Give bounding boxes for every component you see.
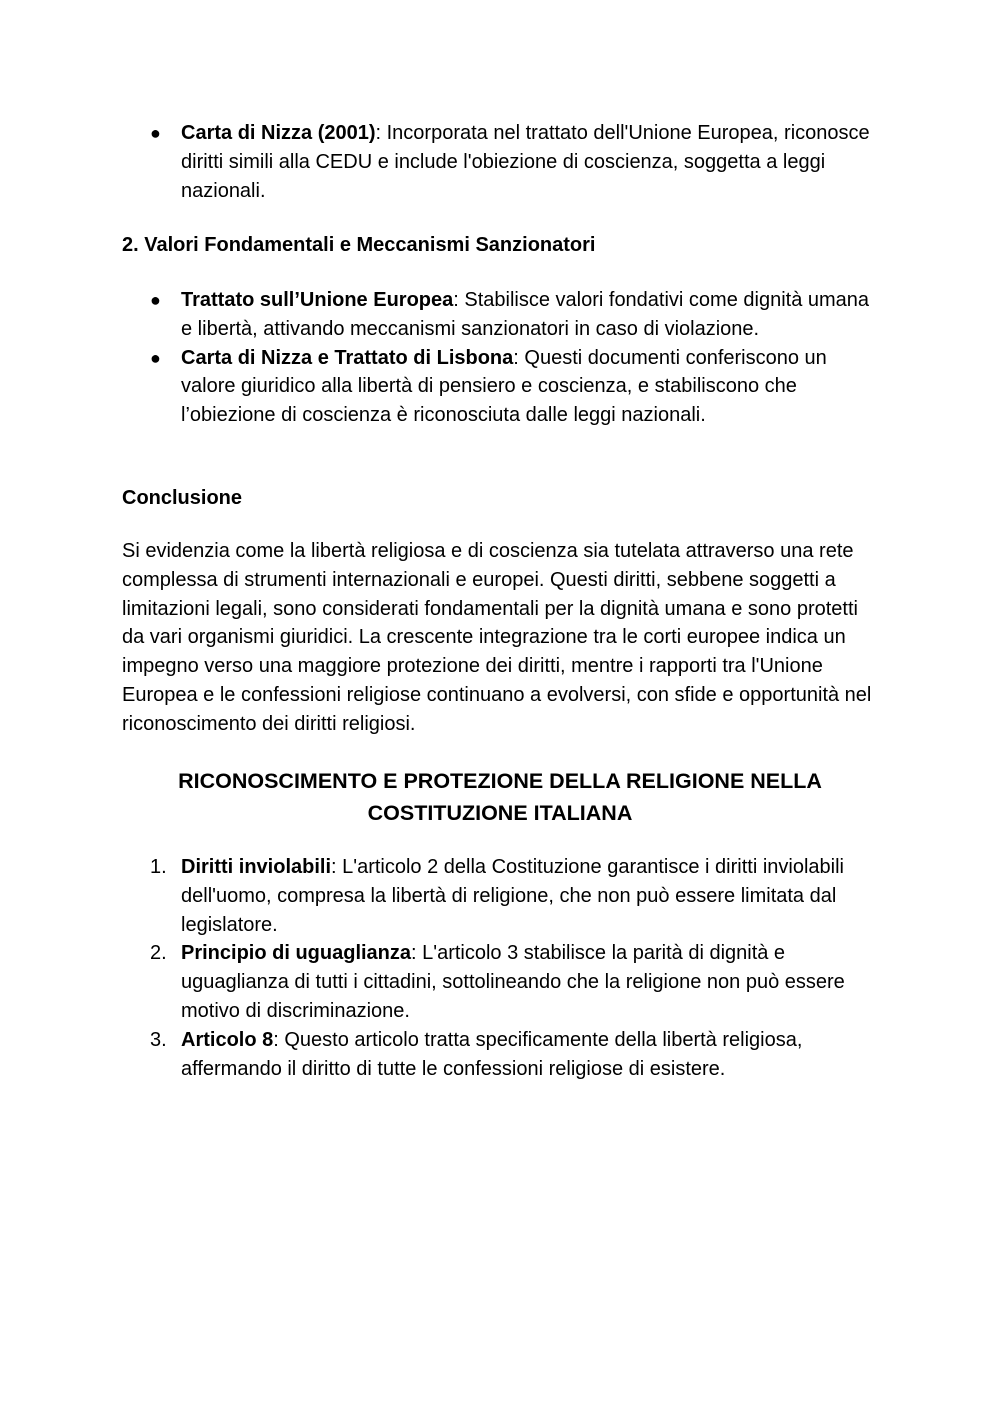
bullet-icon: ● [150, 347, 161, 368]
list-item-term: Diritti inviolabili [181, 856, 332, 878]
list-item-term: Carta di Nizza e Trattato di Lisbona [181, 346, 514, 369]
list-item [122, 119, 882, 205]
list-item-number: 3. [150, 1028, 167, 1051]
list-item [122, 939, 882, 1025]
title-line-1: RICONOSCIMENTO E PROTEZIONE DELLA RELIGIONE NELLA [178, 769, 822, 793]
list-item [122, 1026, 882, 1084]
list-item-term: Articolo 8 [181, 1028, 274, 1051]
section-title-costituzione [100, 765, 900, 829]
list-item-text: : Questi documenti conferiscono un valore giuridico alla libertà di pensiero e coscienza, e stabiliscono che l’obiezione di coscienza è riconosciuta dalle leggi nazionali. [181, 346, 827, 427]
list-item-term: Carta di Nizza (2001) [181, 122, 376, 144]
list-item [122, 344, 882, 430]
list-item [122, 853, 882, 939]
list-item-number: 1. [150, 856, 167, 878]
section-heading-conclusione: Conclusione [122, 487, 243, 509]
list-item [122, 286, 882, 344]
conclusion-paragraph: Si evidenzia come la libertà religiosa e di coscienza sia tutelata attraverso una rete complessa di strumenti internazionali e europei. Questi diritti, sebbene soggetti a limitazioni legali, sono considerati fondamentali per la dignità umana e sono protetti da vari organismi giuridici. La crescente integrazione tra le corti europee indica un impegno verso una maggiore protezione dei diritti, mentre i rapporti tra l'Unione Europea e le confessioni religiose continuano a evolversi, con sfide e opportunità nel riconoscimento dei diritti religiosi. [122, 540, 872, 735]
bullet-icon: ● [150, 123, 161, 143]
list-item-text: : Incorporata nel trattato dell'Unione Europea, riconosce diritti simili alla CEDU e include l'obiezione di coscienza, soggetta a leggi nazionali. [181, 122, 870, 202]
list-item-term: Trattato sull’Unione Europea [181, 289, 454, 311]
costituzione-list [122, 853, 882, 1083]
list-item-text: : Stabilisce valori fondativi come dignità umana e libertà, attivando meccanismi sanzionatori in caso di violazione. [181, 289, 870, 340]
carta-nizza-list [122, 119, 882, 205]
section-heading-valori: 2. Valori Fondamentali e Meccanismi Sanzionatori [122, 234, 596, 256]
list-item-number: 2. [150, 942, 167, 965]
valori-list [122, 286, 882, 430]
title-line-2: COSTITUZIONE ITALIANA [367, 801, 633, 825]
list-item-text: : Questo articolo tratta specificamente della libertà religiosa, affermando il diritto di tutte le confessioni religiose di esistere. [181, 1028, 803, 1080]
bullet-icon: ● [150, 290, 161, 310]
list-item-term: Principio di uguaglianza [181, 942, 412, 965]
list-item-text: : L'articolo 2 della Costituzione garantisce i diritti inviolabili dell'uomo, compresa la libertà di religione, che non può essere limitata dal legislatore. [181, 856, 844, 936]
list-item-text: : L'articolo 3 stabilisce la parità di dignità e uguaglianza di tutti i cittadini, sottolineando che la religione non può essere motivo di discriminazione. [181, 942, 845, 1022]
